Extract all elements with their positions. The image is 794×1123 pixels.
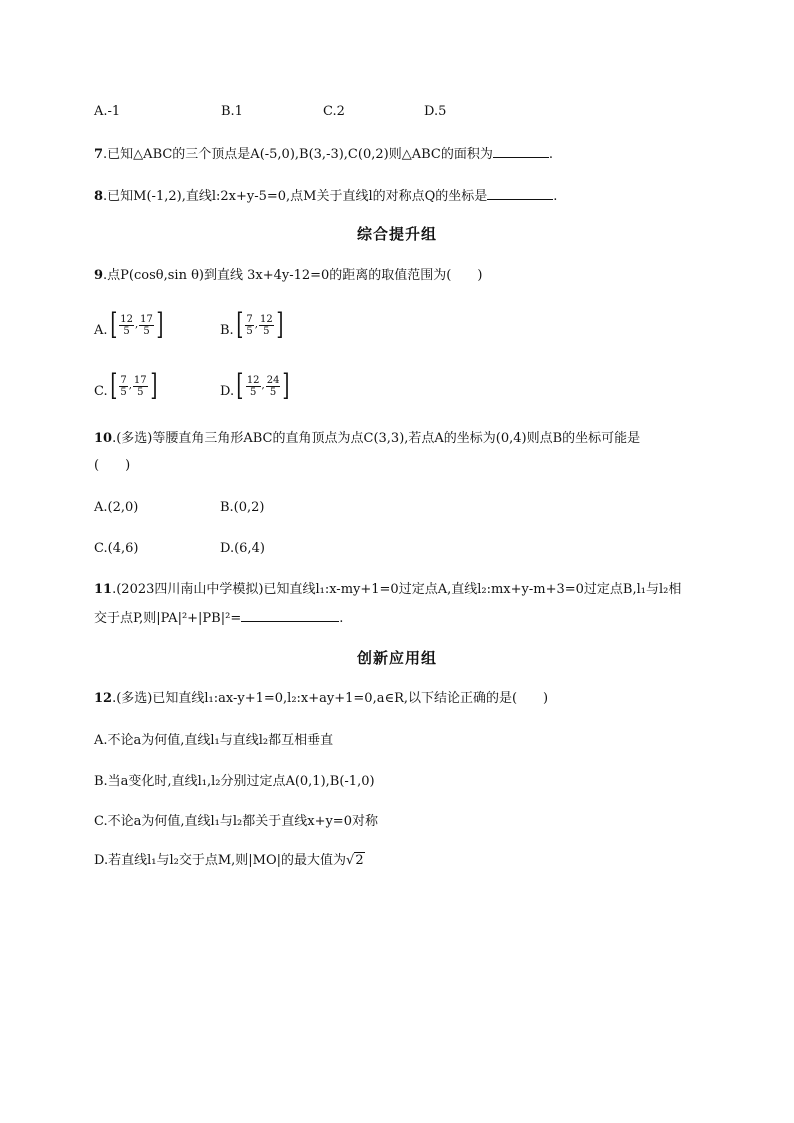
q9-option-b: B. [ $\frac{7}{5}$ , $\frac{12}{5}$ ] <box>220 310 285 346</box>
question-number: 8 <box>94 189 104 204</box>
question-12 <box>94 691 548 707</box>
answer-blank <box>241 609 339 622</box>
q12-option-a: A.不论a为何值,直线l₁与直线l₂都互相垂直 <box>94 733 334 748</box>
question-text: .已知△ABC的三个顶点是A(-5,0),B(3,-3),C(0,2)则△ABC的面积为 <box>103 147 493 162</box>
q9-option-d: D. [ $\frac{12}{5}$ , $\frac{24}{5}$ ] <box>220 371 292 407</box>
interval: [ $\frac{12}{5}$ , $\frac{24}{5}$ ] <box>236 368 290 403</box>
section-title-1: 综合提升组 <box>356 225 437 243</box>
q9-option-a: A. [ $\frac{12}{5}$ , $\frac{17}{5}$ ] <box>94 310 166 346</box>
q10-paren: ( ) <box>94 458 131 473</box>
question-10 <box>94 431 640 447</box>
question-text: .(多选)已知直线l₁:ax-y+1=0,l₂:x+ay+1=0,a∈R,以下结论正确的是( ) <box>112 691 549 706</box>
q12-option-b: B.当a变化时,直线l₁,l₂分别过定点A(0,1),B(-1,0) <box>94 774 375 789</box>
q6-option-b: B.1 <box>221 104 243 119</box>
question-text: .已知M(-1,2),直线l:2x+y-5=0,点M关于直线l的对称点Q的坐标是 <box>103 189 488 204</box>
q6-option-c: C.2 <box>323 104 345 119</box>
interval: [ $\frac{12}{5}$ , $\frac{17}{5}$ ] <box>109 307 164 342</box>
question-text: .点P(cosθ,sin θ)到直线 3x+4y-12=0的距离的取值范围为( ) <box>103 268 483 283</box>
question-text: .(多选)等腰直角三角形ABC的直角顶点为点C(3,3),若点A的坐标为(0,4)则点B的坐标可能是 <box>112 431 641 446</box>
q10-option-d: D.(6,4) <box>220 541 265 556</box>
answer-blank <box>493 145 549 158</box>
sqrt-expression: √2 <box>346 853 364 868</box>
question-number: 11 <box>94 582 113 597</box>
q10-option-a: A.(2,0) <box>94 500 139 515</box>
question-8: 8.已知M(-1,2),直线l:2x+y-5=0,点M关于直线l的对称点Q的坐标是 . <box>94 189 558 204</box>
question-7: 7.已知△ABC的三个顶点是A(-5,0),B(3,-3),C(0,2)则△ABC的面积为 . <box>94 147 553 162</box>
question-number: 9 <box>94 268 104 283</box>
answer-blank <box>487 187 553 200</box>
question-number: 10 <box>94 431 113 446</box>
interval: [ $\frac{7}{5}$ , $\frac{17}{5}$ ] <box>109 368 158 403</box>
q9-option-c: C. [ $\frac{7}{5}$ , $\frac{17}{5}$ ] <box>94 371 159 407</box>
q12-option-d: D.若直线l₁与l₂交于点M,则|MO|的最大值为√2 <box>94 853 364 868</box>
question-11 <box>94 582 681 598</box>
section-title-2: 创新应用组 <box>356 649 437 667</box>
q6-option-d: D.5 <box>424 104 447 119</box>
q6-option-a: A.-1 <box>94 104 121 119</box>
q10-option-c: C.(4,6) <box>94 541 139 556</box>
question-11-line2: 交于点P,则|PA|²+|PB|²= . <box>94 611 344 626</box>
interval: [ $\frac{7}{5}$ , $\frac{12}{5}$ ] <box>236 307 284 342</box>
q12-option-c: C.不论a为何值,直线l₁与l₂都关于直线x+y=0对称 <box>94 814 378 829</box>
question-number: 12 <box>94 691 113 706</box>
q10-option-b: B.(0,2) <box>220 500 265 515</box>
question-text-line1: .(2023四川南山中学模拟)已知直线l₁:x-my+1=0过定点A,直线l₂:mx+y-m+3=0过定点B,l₁与l₂相 <box>112 582 682 597</box>
question-number: 7 <box>94 147 104 162</box>
question-9 <box>94 268 482 284</box>
